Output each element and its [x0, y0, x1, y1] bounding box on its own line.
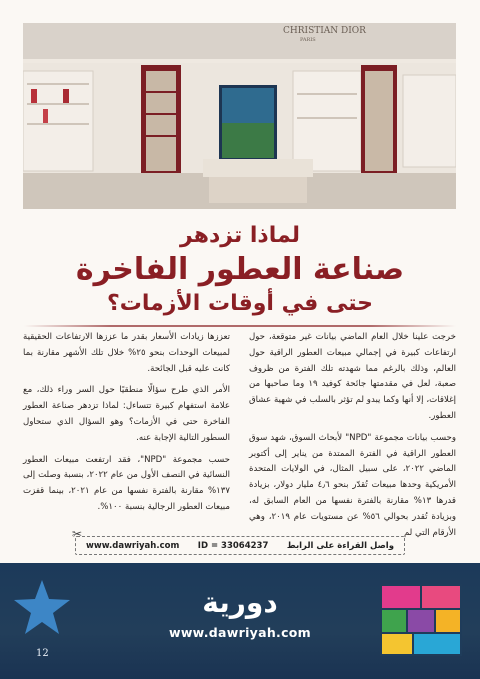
brand-name: دورية	[202, 586, 278, 619]
article-column-right	[249, 330, 456, 547]
page-number: 12	[36, 648, 49, 659]
boutique-photo	[23, 23, 456, 209]
paragraph: الأمر الذي طرح سؤالًا منطقيًا حول السر وراء ذلك، مع علامة استفهام كبيرة تتساءل: لماذا تزدهر صناعة العطور الفاخرة حتى في الأزمات؟ وهو السؤال الذي ستحاول السطور التالية الإجابة عنه.	[23, 385, 230, 443]
article-id: ID = 33064237	[197, 540, 269, 551]
paragraph: خرجت علينا خلال العام الماضي بيانات غير متوقعة، حول ارتفاعات كبيرة في إجمالي مبيعات العطور الراقية حول العالم، وذلك بالرغم مما شهدته تلك الفترة من ظروف صعبة، لعل في مقدمتها جائحة كوفيد ١٩ وما صاحبها من إغلاقات، إلا أنها وكما يبدو لم تؤثر بالسلب في شهية عشاق العطور.	[249, 332, 456, 421]
continue-reading-link[interactable]	[72, 527, 405, 555]
continue-reading-label: واصل القراءة على الرابط	[286, 540, 394, 551]
store-sign-city: PARIS	[300, 37, 316, 43]
headline-divider	[24, 325, 456, 327]
paragraph: تعززها زيادات الأسعار بقدر ما عززها الارتفاعات الحقيقية لمبيعات الوحدات بنحو ٢٥% خلال تلك الأشهر مقارنة بما كانت عليه قبل الجائحة.	[23, 332, 230, 374]
article-column-left	[23, 330, 230, 522]
headline-line-3: حتى في أوقات الأزمات؟	[106, 291, 374, 316]
headline-line-1: لماذا تزدهر	[180, 223, 300, 248]
link-url[interactable]: www.dawriyah.com	[86, 540, 180, 551]
paragraph: حسب مجموعة "NPD"، فقد ارتفعت مبيعات العطور النسائية في النصف الأول من عام ٢٠٢٢، بنسبة وصلت إلى ١٣٧% مقارنة بالفترة نفسها من عام ٢٠٢١، بينما قفزت مبيعات العطور الرجالية بنسبة ١٠٠%.	[23, 454, 230, 512]
paragraph: وحسب بيانات مجموعة "NPD" لأبحاث السوق، شهد سوق العطور الراقية في الفترة الممتدة من يناير إلى أكتوبر الماضي ٢٠٢٢، على سبيل المثال، في الولايات المتحدة الأمريكية وحدها مبيعات تُقدّر بنحو ٤٫٦ مليار دولار، بزيادة قدرها ١٣% مقارنة بالفترة نفسها من العام السابق له، وبزيادة تُقدر بحوالي ٥٦% عن مستويات عام ٢٠١٩، وهي الأرقام التي لم	[249, 432, 457, 538]
footer-url[interactable]: www.dawriyah.com	[168, 625, 312, 640]
scissors-icon: ✂	[72, 527, 83, 541]
store-sign: CHRISTIAN DIOR	[283, 26, 366, 36]
headline-line-2: صناعة العطور الفاخرة	[75, 252, 405, 287]
